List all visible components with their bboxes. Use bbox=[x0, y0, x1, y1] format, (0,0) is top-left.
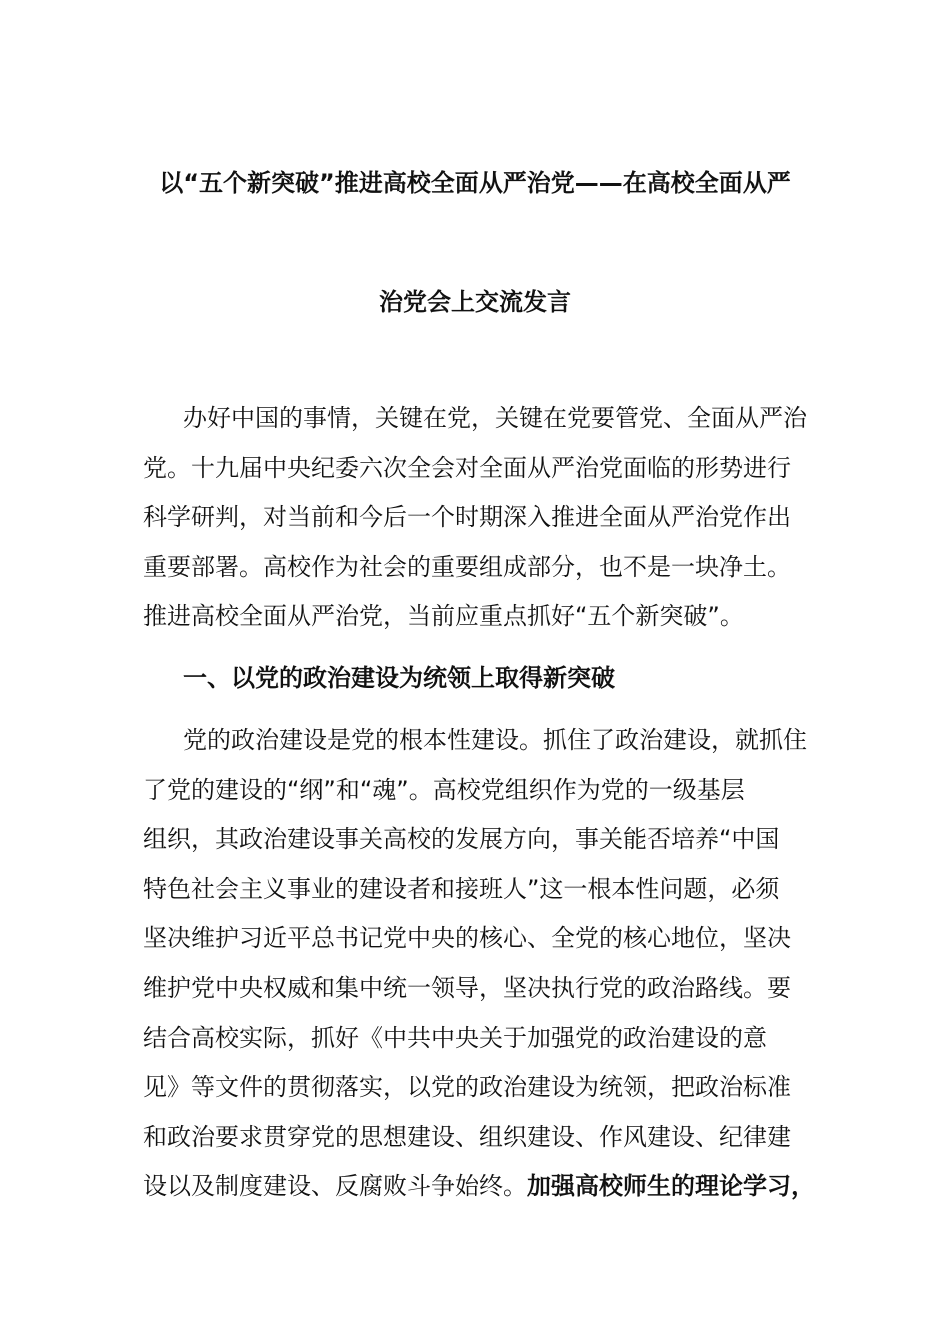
paragraph-line: 了党的建设的“纲”和“魂”。高校党组织作为党的一级基层 bbox=[143, 775, 745, 804]
paragraph-line: 坚决维护习近平总书记党中央的核心、全党的核心地位，坚决 bbox=[143, 924, 791, 953]
document-title-line-1: 以“五个新突破”推进高校全面从严治党——在高校全面从严 bbox=[159, 169, 791, 197]
paragraph-text-run: 设以及制度建设、反腐败斗争始终。 bbox=[143, 1172, 527, 1201]
paragraph-line: 办好中国的事情，关键在党，关键在党要管党、全面从严治 bbox=[183, 404, 807, 432]
section-heading-1-block bbox=[143, 654, 808, 704]
section-1-paragraph bbox=[143, 716, 815, 1212]
paragraph-line: 组织，其政治建设事关高校的发展方向，事关能否培养“中国 bbox=[143, 825, 780, 854]
document-title-line-2: 治党会上交流发言 bbox=[379, 288, 571, 316]
paragraph-line: 维护党中央权威和集中统一领导，坚决执行党的政治路线。要 bbox=[143, 973, 791, 1002]
paragraph-line: 特色社会主义事业的建设者和接班人”这一根本性问题，必须 bbox=[143, 874, 780, 903]
paragraph-line: 推进高校全面从严治党，当前应重点抓好“五个新突破”。 bbox=[143, 602, 744, 631]
intro-paragraph bbox=[143, 394, 808, 642]
paragraph-line: 结合高校实际，抓好《中共中央关于加强党的政治建设的意 bbox=[143, 1023, 767, 1052]
paragraph-line: 党。十九届中央纪委六次全会对全面从严治党面临的形势进行 bbox=[143, 453, 791, 482]
paragraph-line: 党的政治建设是党的根本性建设。抓住了政治建设，就抓住 bbox=[183, 726, 807, 754]
paragraph-line: 重要部署。高校作为社会的重要组成部分，也不是一块净土。 bbox=[143, 552, 791, 581]
bold-emphasis-run: 加强高校师生的理论学习， bbox=[527, 1172, 815, 1201]
section-heading: 一、以党的政治建设为统领上取得新突破 bbox=[183, 664, 615, 692]
paragraph-last-line bbox=[143, 1162, 815, 1212]
paragraph-line: 见》等文件的贯彻落实，以党的政治建设为统领，把政治标准 bbox=[143, 1073, 791, 1102]
paragraph-line: 科学研判，对当前和今后一个时期深入推进全面从严治党作出 bbox=[143, 503, 791, 532]
paragraph-line: 和政治要求贯穿党的思想建设、组织建设、作风建设、纪律建 bbox=[143, 1122, 791, 1151]
